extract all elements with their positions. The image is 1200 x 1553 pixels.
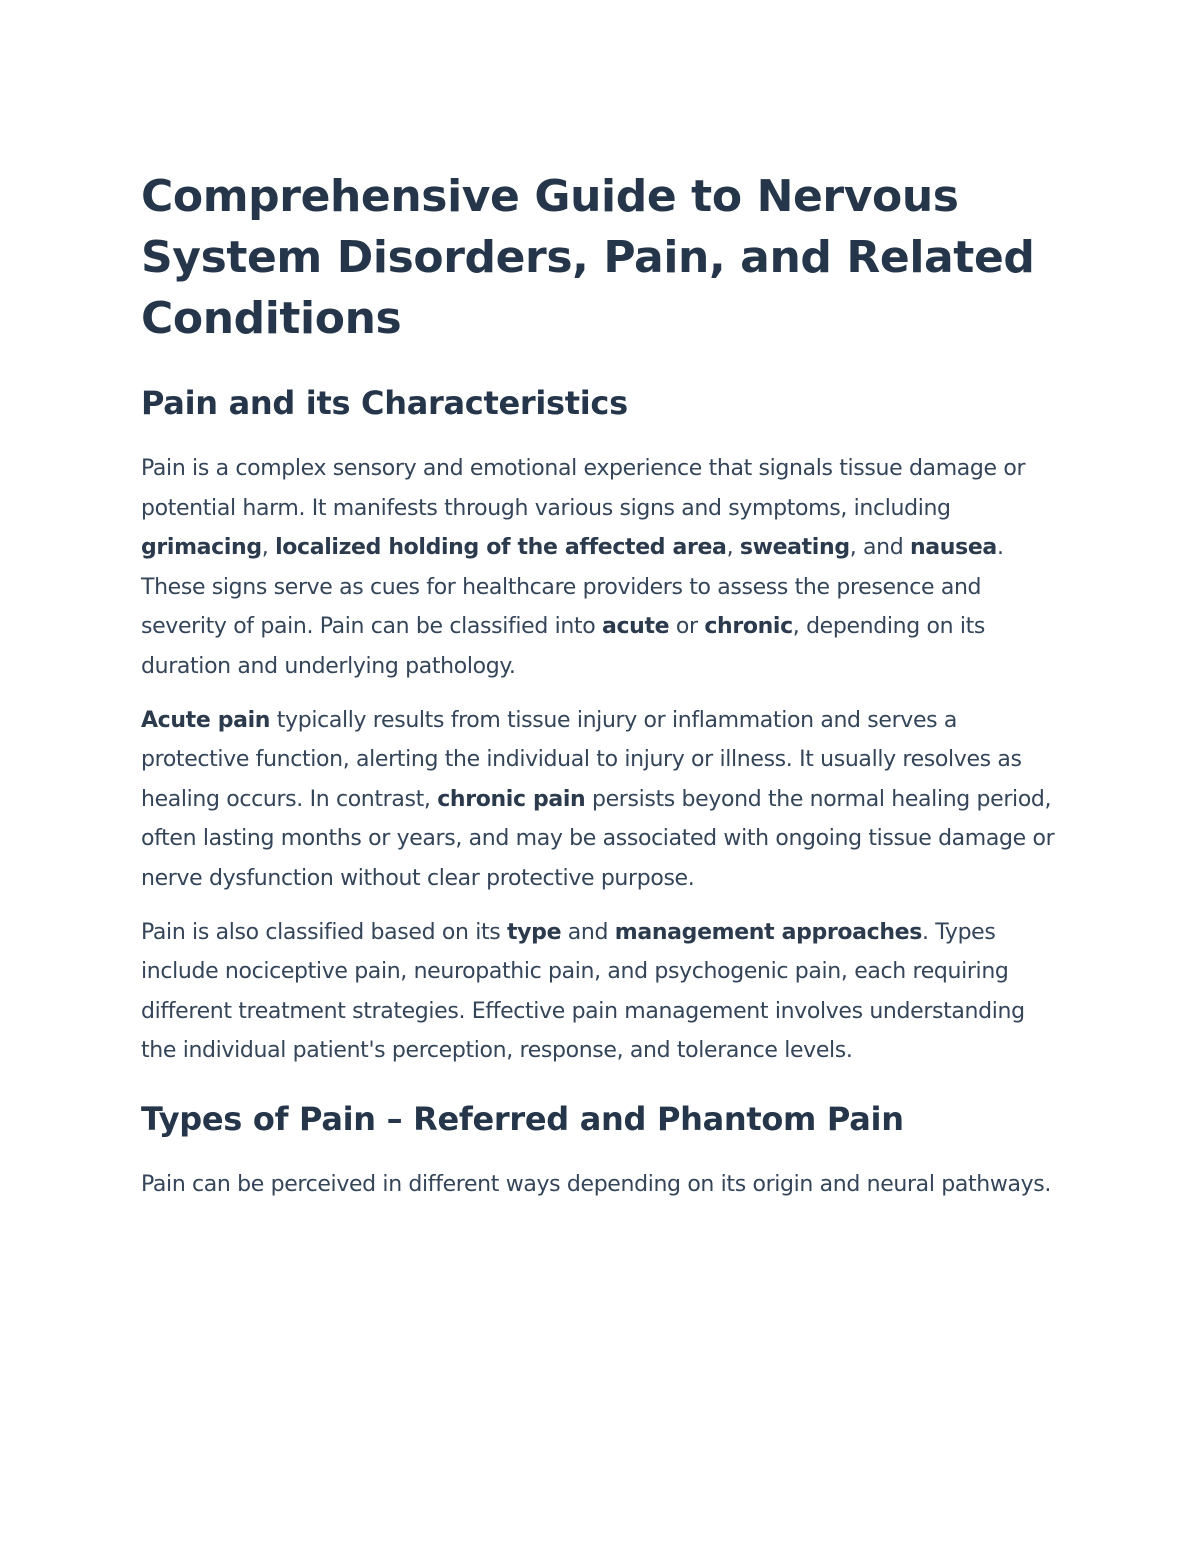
paragraph-pain-intro xyxy=(141,449,1061,687)
text-run: , xyxy=(726,535,740,561)
bold-term-sweating: sweating xyxy=(739,535,850,561)
bold-term-acute-pain: Acute pain xyxy=(141,707,271,733)
section-heading-pain-characteristics: Pain and its Characteristics xyxy=(141,384,628,422)
section-heading-referred-phantom: Types of Pain – Referred and Phantom Pain xyxy=(141,1099,904,1138)
text-run: Pain is a complex sensory and emotional experience that signals tissue damage or potential harm. It manifests through various signs and symptoms, including xyxy=(141,456,1026,521)
document-title: Comprehensive Guide to Nervous System Disorders, Pain, and Related Conditions xyxy=(141,171,1035,344)
text-run: , depending on its duration and underlying pathology. xyxy=(141,614,985,679)
text-run: persists beyond the normal healing period, often lasting months or years, and may be associated with ongoing tissue damage or nerve dysfunction without clear protective purpose. xyxy=(141,786,1055,891)
paragraph-pain-perception xyxy=(141,1165,1061,1205)
bold-term-localized-holding: localized holding of the affected area xyxy=(275,535,727,561)
bold-term-type: type xyxy=(507,919,562,945)
text-run: . These signs serve as cues for healthcare providers to assess the presence and severity of pain. Pain can be classified into xyxy=(141,535,1004,640)
bold-term-grimacing: grimacing xyxy=(141,535,262,561)
text-run: , and xyxy=(849,535,910,561)
bold-term-chronic: chronic xyxy=(704,614,793,640)
paragraph-pain-classification xyxy=(141,913,1061,1071)
bold-term-management-approaches: management approaches xyxy=(614,919,922,945)
bold-term-acute: acute xyxy=(601,614,670,640)
bold-term-chronic-pain: chronic pain xyxy=(437,786,586,812)
document-page xyxy=(141,166,1061,1219)
text-run: Pain can be perceived in different ways depending on its origin and neural pathways. xyxy=(141,1171,1052,1197)
bold-term-nausea: nausea xyxy=(910,535,997,561)
text-run: and xyxy=(561,919,615,945)
text-run: , xyxy=(261,535,276,561)
text-run: Pain is also classified based on its xyxy=(141,919,508,945)
text-run: typically results from tissue injury or inflammation and serves a protective function, alerting the individual to injury or illness. It usually resolves as healing occurs. In contrast, xyxy=(141,707,1022,812)
text-run: or xyxy=(669,614,705,640)
text-run: . Types include nociceptive pain, neuropathic pain, and psychogenic pain, each requiring different treatment strategies. Effective pain management involves understanding the individual patient's perception, response, and tolerance levels. xyxy=(141,919,1025,1064)
paragraph-acute-chronic xyxy=(141,701,1061,899)
